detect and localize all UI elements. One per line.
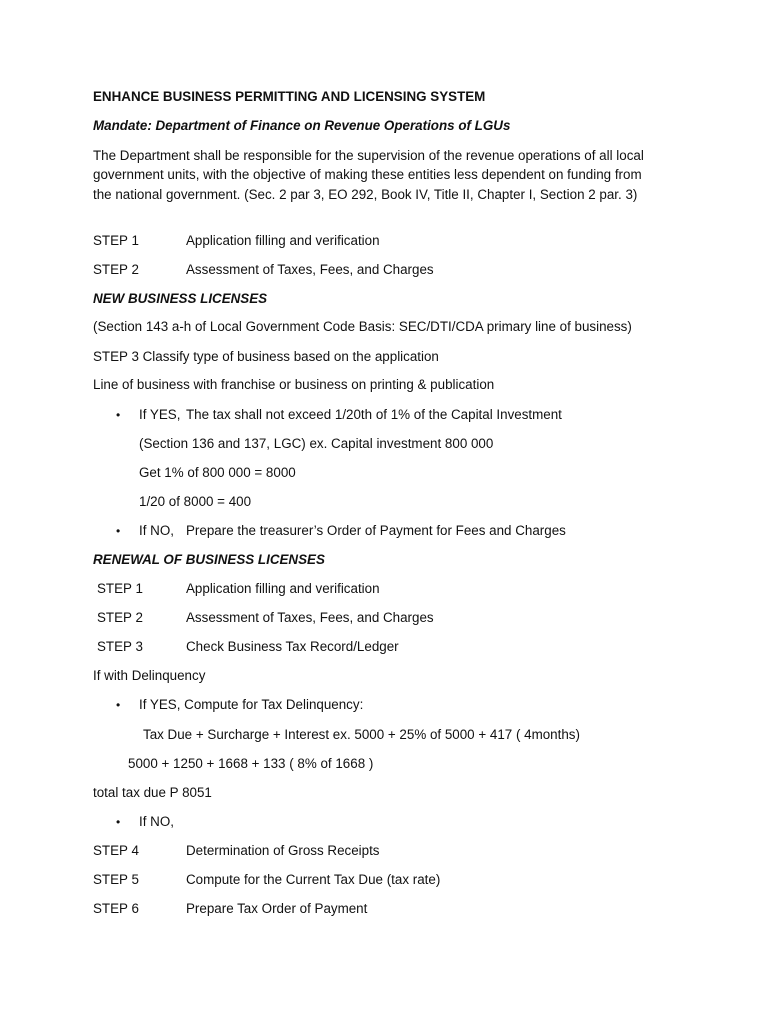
new-licenses-step-3: STEP 3 Classify type of business based on the application	[93, 349, 439, 364]
renewal-if-no-text: If NO,	[139, 814, 174, 829]
bullet-icon: •	[116, 698, 121, 712]
renewal-step-6-label: STEP 6	[93, 901, 139, 916]
bullet-icon: •	[116, 408, 121, 422]
new-if-yes-text: The tax shall not exceed 1/20th of 1% of the Capital Investment	[186, 407, 562, 422]
new-licenses-heading: NEW BUSINESS LICENSES	[93, 291, 268, 306]
new-licenses-basis: (Section 143 a-h of Local Government Code Basis: SEC/DTI/CDA primary line of business)	[93, 319, 632, 334]
total-tax-due-line: total tax due P 8051	[93, 785, 212, 800]
mandate-heading: Mandate: Department of Finance on Revenue Operations of LGUs	[93, 118, 511, 133]
new-if-yes-label: If YES,	[139, 407, 181, 422]
renewal-step-2-label: STEP 2	[97, 610, 143, 625]
renewal-heading: RENEWAL OF BUSINESS LICENSES	[93, 552, 325, 567]
renewal-step-5-label: STEP 5	[93, 872, 139, 887]
renewal-step-1-text: Application filling and verification	[186, 581, 380, 596]
renewal-step-3-label: STEP 3	[97, 639, 143, 654]
renewal-step-4-text: Determination of Gross Receipts	[186, 843, 380, 858]
bullet-icon: •	[116, 815, 121, 829]
renewal-if-yes-text: If YES, Compute for Tax Delinquency:	[139, 697, 364, 712]
renewal-step-4-label: STEP 4	[93, 843, 139, 858]
new-if-no-text: Prepare the treasurer’s Order of Payment for Fees and Charges	[186, 523, 566, 538]
renewal-step-3-text: Check Business Tax Record/Ledger	[186, 639, 399, 654]
new-if-no-label: If NO,	[139, 523, 174, 538]
if-delinquency-text: If with Delinquency	[93, 668, 206, 683]
intro-step-1-text: Application filling and verification	[186, 233, 380, 248]
formula-line: Tax Due + Surcharge + Interest ex. 5000 + 25% of 5000 + 417 ( 4months)	[143, 727, 580, 742]
document-title: ENHANCE BUSINESS PERMITTING AND LICENSING SYSTEM	[93, 89, 486, 104]
intro-step-2-text: Assessment of Taxes, Fees, and Charges	[186, 262, 434, 277]
intro-step-2-label: STEP 2	[93, 262, 139, 277]
renewal-step-2-text: Assessment of Taxes, Fees, and Charges	[186, 610, 434, 625]
bullet-icon: •	[116, 524, 121, 538]
renewal-step-5-text: Compute for the Current Tax Due (tax rate)	[186, 872, 441, 887]
intro-step-1-label: STEP 1	[93, 233, 139, 248]
calc-line: (Section 136 and 137, LGC) ex. Capital investment 800 000	[139, 436, 494, 451]
intro-paragraph: The Department shall be responsible for the supervision of the revenue operations of all local government units, with the objective of making these entities less dependent on funding from the national government. (Sec. 2 par 3, EO 292, Book IV, Title II, Chapter I, Section 2 par. 3)	[93, 148, 644, 202]
renewal-step-6-text: Prepare Tax Order of Payment	[186, 901, 368, 916]
computation-line: 5000 + 1250 + 1668 + 133 ( 8% of 1668 )	[128, 756, 374, 771]
calc-line: 1/20 of 8000 = 400	[139, 494, 252, 509]
line-of-business-text: Line of business with franchise or business on printing & publication	[93, 377, 495, 392]
renewal-step-1-label: STEP 1	[97, 581, 143, 596]
calc-line: Get 1% of 800 000 = 8000	[139, 465, 296, 480]
